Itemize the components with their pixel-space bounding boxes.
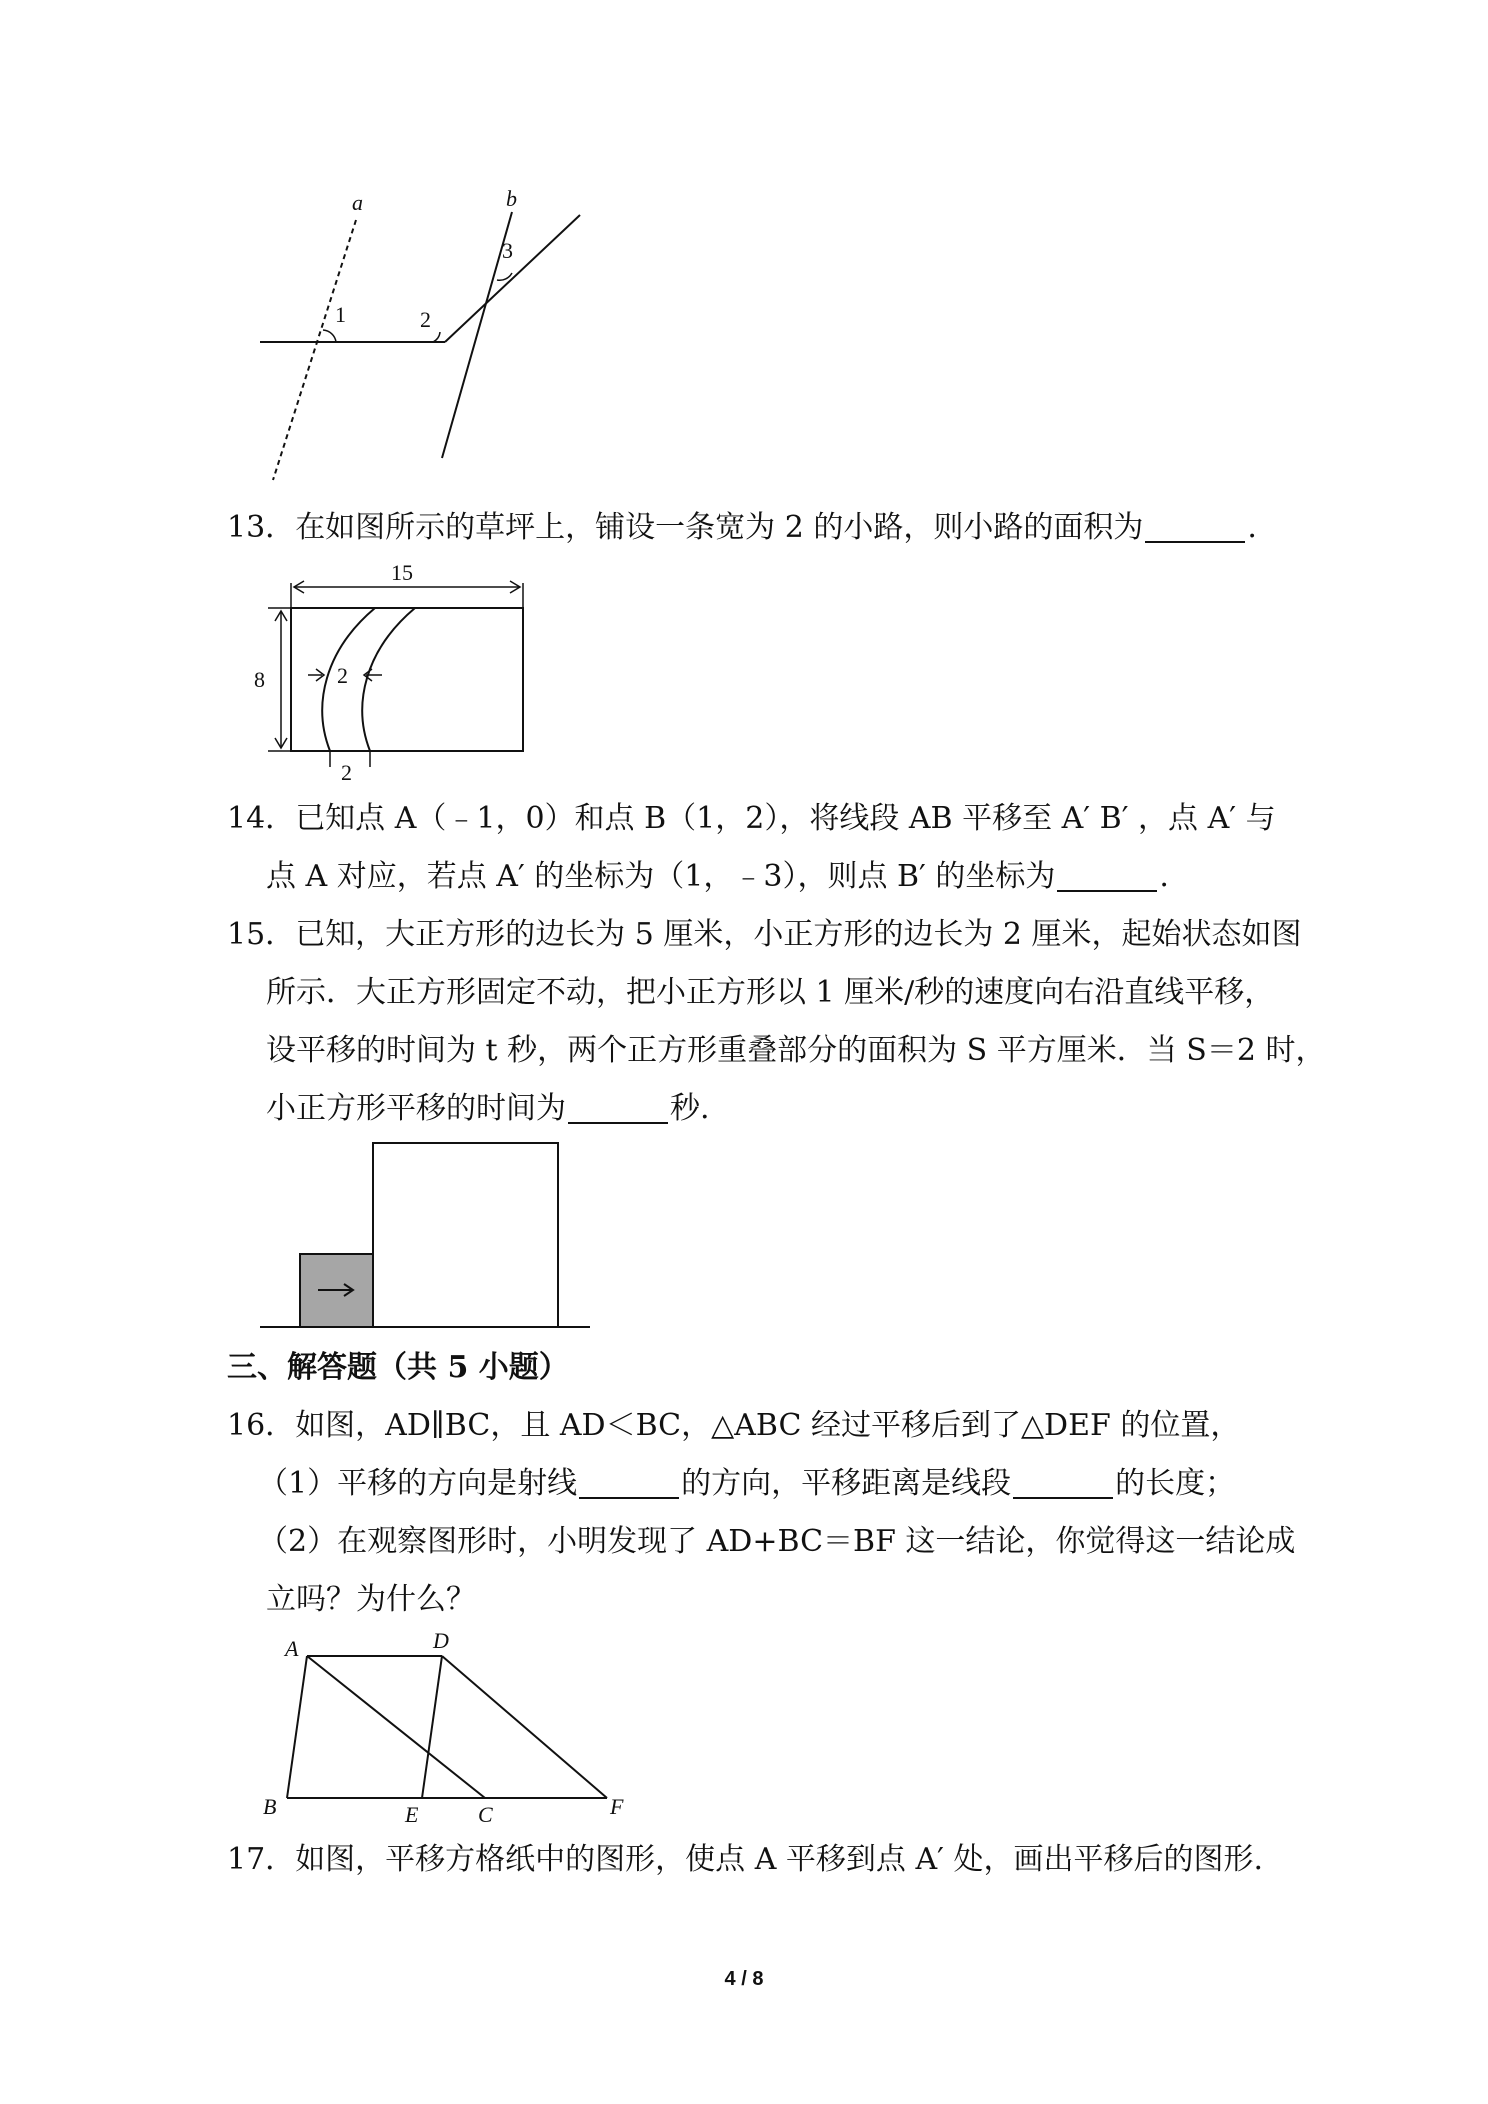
q16-line1: 如图，AD∥BC，且 AD＜BC，△ABC 经过平移后到了△DEF 的位置， xyxy=(295,1408,1241,1443)
q16-ray-blank[interactable] xyxy=(579,1467,679,1499)
q13-number: 13． xyxy=(227,510,296,545)
question-16 xyxy=(227,1406,1287,1446)
ray-line xyxy=(445,215,580,342)
angle-3-arc xyxy=(497,273,512,280)
q17-number: 17． xyxy=(227,1842,296,1877)
bottom-label: 2 xyxy=(341,760,352,785)
q16-segment-blank[interactable] xyxy=(1013,1467,1113,1499)
q16-number: 16． xyxy=(227,1408,296,1443)
question-14 xyxy=(227,799,1287,839)
height-label: 8 xyxy=(254,667,265,692)
figure-q12 xyxy=(240,180,600,500)
q13-text: 在如图所示的草坪上，铺设一条宽为 2 的小路，则小路的面积为 xyxy=(295,510,1144,545)
label-B: B xyxy=(263,1794,277,1819)
figure-q15 xyxy=(260,1138,590,1338)
question-14-cont: 点 A 对应，若点 A′ 的坐标为（1，﹣3），则点 B′ 的坐标为 . xyxy=(266,859,1169,894)
q14-answer-blank[interactable] xyxy=(1057,860,1157,892)
question-16-part2-cont: 立吗？为什么？ xyxy=(266,1582,476,1617)
question-15-line2: 所示．大正方形固定不动，把小正方形以 1 厘米/秒的速度向右沿直线平移， xyxy=(266,975,1275,1010)
question-16-part2: （2）在观察图形时，小明发现了 AD+BC＝BF 这一结论，你觉得这一结论成 xyxy=(258,1524,1296,1559)
q15-number: 15． xyxy=(227,917,296,952)
q15-line1: 已知，大正方形的边长为 5 厘米，小正方形的边长为 2 厘米，起始状态如图 xyxy=(295,917,1302,952)
q14-number: 14． xyxy=(227,801,296,836)
line-a xyxy=(273,220,356,480)
angle-2-arc xyxy=(433,332,440,342)
label-b: b xyxy=(506,186,517,211)
path-width-label: 2 xyxy=(337,663,348,688)
label-F: F xyxy=(610,1794,624,1819)
label-D: D xyxy=(433,1628,449,1653)
width-label: 15 xyxy=(391,560,413,585)
q15-answer-blank[interactable] xyxy=(568,1092,668,1124)
label-angle-3: 3 xyxy=(502,238,513,263)
q17-text: 如图，平移方格纸中的图形，使点 A 平移到点 A′ 处，画出平移后的图形. xyxy=(295,1842,1264,1877)
question-15 xyxy=(227,915,1302,955)
page-number: 4 / 8 xyxy=(724,1968,764,1990)
angle-1-arc xyxy=(323,330,336,342)
label-angle-2: 2 xyxy=(420,307,431,332)
label-A: A xyxy=(285,1636,299,1661)
label-C: C xyxy=(478,1802,493,1827)
figure-q13 xyxy=(250,555,550,785)
question-15-line3: 设平移的时间为 t 秒，两个正方形重叠部分的面积为 S 平方厘米．当 S＝2 时， xyxy=(266,1033,1326,1068)
label-angle-1: 1 xyxy=(335,302,346,327)
large-square xyxy=(373,1143,558,1327)
question-13: 13．在如图所示的草坪上，铺设一条宽为 2 的小路，则小路的面积为 . xyxy=(227,510,1257,545)
label-E: E xyxy=(405,1802,419,1827)
question-15-line4: 小正方形平移的时间为 秒. xyxy=(266,1091,710,1126)
question-16-part1: （1）平移的方向是射线 的方向，平移距离是线段 的长度； xyxy=(258,1466,1236,1501)
q14-line1: 已知点 A（﹣1，0）和点 B（1，2），将线段 AB 平移至 A′ B′ ，点 A′ 与 xyxy=(295,801,1276,836)
figure-q16 xyxy=(255,1628,635,1828)
q14-line2: 点 A 对应，若点 A′ 的坐标为（1，﹣3），则点 B′ 的坐标为 xyxy=(266,859,1056,894)
section-3-title: 三、解答题（共 5 小题） xyxy=(227,1350,569,1385)
q13-answer-blank[interactable] xyxy=(1145,511,1245,543)
question-17 xyxy=(227,1840,1287,1880)
label-a: a xyxy=(352,190,363,215)
